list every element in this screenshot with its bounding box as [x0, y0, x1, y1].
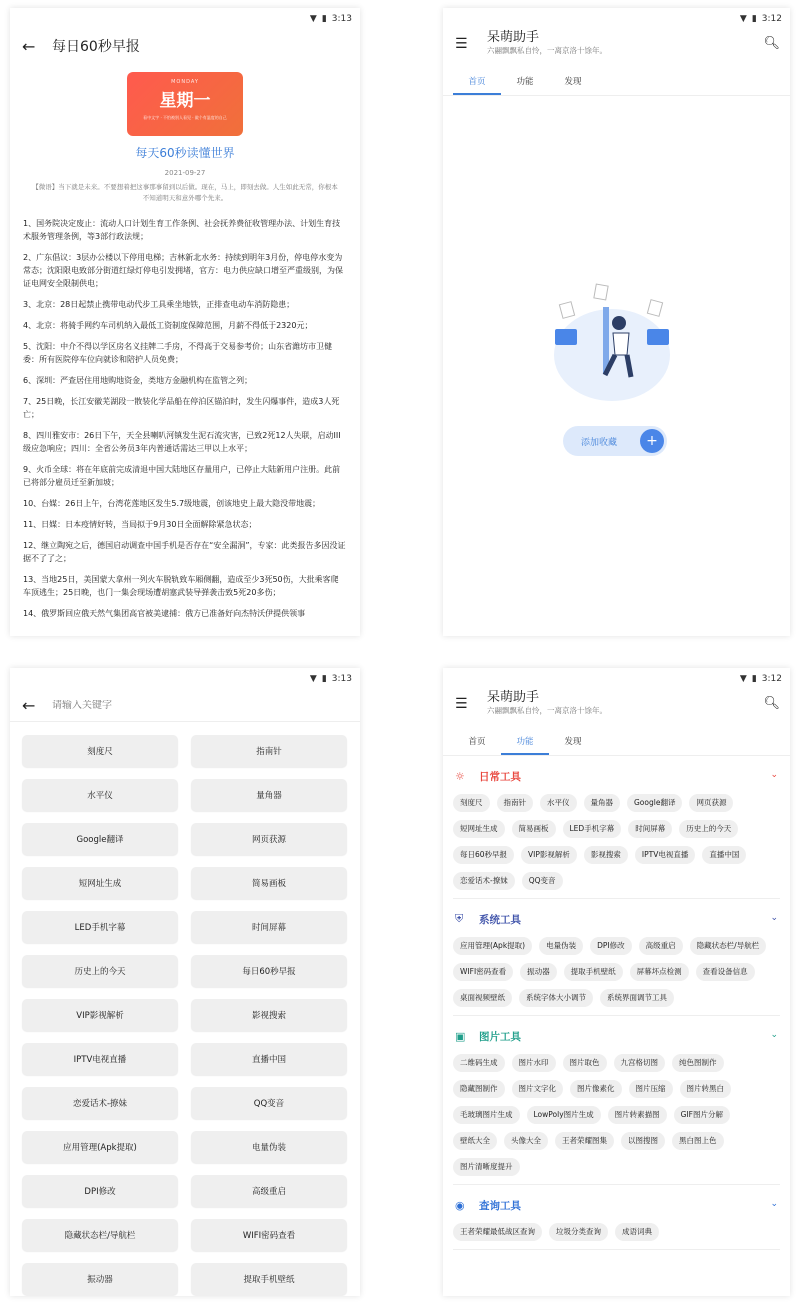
section-title: 查询工具	[479, 1199, 521, 1212]
tool-button[interactable]: 隐藏状态栏/导航栏	[22, 1219, 178, 1251]
news-item: 8、四川雅安市：26日下午，天全县喇叭河镇发生泥石流灾害，已致2死12人失联，启动III级应急响应；四川：全省公务员3年内普通话需达三甲以上水平；	[23, 431, 341, 453]
news-item: 6、深圳：严查居住用地购地资金，类地方金融机构在监管之列；	[23, 376, 253, 385]
tool-chip[interactable]: 短网址生成	[453, 820, 505, 838]
section-header[interactable]	[453, 1195, 780, 1215]
tool-button[interactable]: 提取手机壁纸	[191, 1263, 347, 1295]
news-item: 11、日媒：日本疫情好转，当局拟于9月30日全面解除紧急状态；	[23, 520, 257, 529]
tool-chip[interactable]: 九宫格切图	[614, 1054, 666, 1072]
chip-list	[453, 794, 780, 890]
tab-bar	[443, 66, 790, 96]
tool-section	[453, 1016, 780, 1185]
tool-chip[interactable]: 图片清晰度提升	[453, 1158, 520, 1176]
tool-button[interactable]: 历史上的今天	[22, 955, 178, 987]
tool-button[interactable]: 指南针	[191, 735, 347, 767]
status-bar	[10, 8, 360, 30]
tool-chip[interactable]: 高级重启	[639, 937, 683, 955]
app-name: 呆萌助手	[487, 690, 540, 705]
news-item: 10、台媒：26日上午，台湾花莲地区发生5.7级地震，创该地史上最大隐没带地震；	[23, 499, 321, 508]
section-title: 系统工具	[479, 913, 521, 926]
globe-icon: ◉	[455, 1198, 465, 1212]
status-bar	[443, 668, 790, 690]
news-item: 13、当地25日，美国蒙大拿州一列火车脱轨致车厢侧翻，造成至少3死50伤，大批乘客爬车顶逃生；25日晚，也门一集会现场遭胡塞武装导弹袭击致5死20多伤；	[23, 575, 339, 597]
tab-home[interactable]: 首页	[453, 75, 501, 95]
tool-chip[interactable]: 网页获源	[689, 794, 733, 812]
tool-chip[interactable]: GIF图片分解	[674, 1106, 730, 1124]
section-title: 日常工具	[479, 770, 521, 783]
news-item: 12、继立陶宛之后，德国启动调查中国手机是否存在“安全漏洞”，专家：此类报告多因没证据不了了之；	[23, 541, 346, 563]
tool-chip[interactable]: 直播中国	[702, 846, 746, 864]
news-item: 4、北京：将骑手网约车司机纳入最低工资制度保障范围，月薪不得低于2320元；	[23, 321, 313, 330]
news-item: 1、国务院决定废止：流动人口计划生育工作条例、社会抚养费征收管理办法、计划生育技术服务管理条例，等3部行政法规；	[23, 219, 341, 241]
battery-icon: ▮	[321, 14, 327, 24]
menu-icon[interactable]: ☰	[455, 696, 468, 712]
status-bar	[443, 8, 790, 30]
tool-chip[interactable]: 应用管理(Apk提取)	[453, 937, 532, 955]
empty-state-illustration-icon	[551, 283, 673, 403]
tool-chip[interactable]: 查看设备信息	[696, 963, 755, 981]
tool-chip[interactable]: 纯色图制作	[672, 1054, 724, 1072]
tool-chip[interactable]: 成语词典	[615, 1223, 659, 1241]
add-favorite-label: 添加收藏	[581, 437, 618, 448]
news-quote: 【微语】当下就是未来。不要想着把这事那事留到以后做。现在，马上，即刻去做。人生如此无常，你根本不知道明天和意外哪个先来。	[32, 183, 338, 202]
wifi-icon: ▼	[739, 674, 747, 684]
tab-bar	[443, 726, 790, 756]
tool-button[interactable]: 短网址生成	[22, 867, 178, 899]
tool-chip[interactable]: 时间屏幕	[628, 820, 672, 838]
tool-chip[interactable]: 图片水印	[512, 1054, 556, 1072]
section-title: 图片工具	[479, 1030, 521, 1043]
tool-button[interactable]: 量角器	[191, 779, 347, 811]
tool-chip[interactable]: 电量伪装	[539, 937, 583, 955]
shield-icon: ⛨	[455, 912, 464, 925]
page-title: 每日60秒早报	[52, 39, 140, 55]
wifi-icon: ▼	[309, 674, 317, 684]
banner-label: MONDAY	[171, 79, 199, 85]
tool-section	[453, 899, 780, 1016]
chevron-down-icon[interactable]: ⌄	[770, 913, 778, 923]
tool-chip[interactable]: 王者荣耀图集	[555, 1132, 614, 1150]
tool-chip[interactable]: 图片文字化	[512, 1080, 564, 1098]
news-screen	[10, 8, 360, 636]
tool-section	[453, 1185, 780, 1250]
tool-chip[interactable]: 指南针	[497, 794, 534, 812]
tool-chip[interactable]: 图片像素化	[570, 1080, 622, 1098]
news-item: 7、25日晚，长江安徽芜湖段一散装化学品船在停泊区锚泊时，发生闪爆事件，造成3人死亡；	[23, 397, 340, 419]
app-bar	[10, 30, 360, 62]
tool-chip[interactable]: 简易画板	[512, 820, 556, 838]
status-time: 3:12	[761, 674, 782, 684]
tool-button[interactable]: 高级重启	[191, 1175, 347, 1207]
tool-button[interactable]: IPTV电视直播	[22, 1043, 178, 1075]
section-header[interactable]	[453, 1026, 780, 1046]
search-icon[interactable]: 🔍︎	[763, 696, 780, 711]
news-list	[23, 217, 346, 620]
wifi-icon: ▼	[739, 14, 747, 24]
tool-chip[interactable]: VIP影视解析	[521, 846, 577, 864]
tool-button[interactable]: 每日60秒早报	[191, 955, 347, 987]
status-time: 3:13	[331, 14, 352, 24]
app-header	[443, 30, 790, 66]
tool-chip[interactable]: 水平仪	[540, 794, 577, 812]
image-icon: ▣	[455, 1029, 466, 1043]
tool-button[interactable]: 恋爱话术-撩妹	[22, 1087, 178, 1119]
news-item: 14、俄罗斯回应俄天然气集团高官被美逮捕：俄方已准备好向杰特沃伊提供领事	[23, 609, 306, 618]
tool-sections	[443, 756, 790, 1250]
tool-chip[interactable]: 隐藏图制作	[453, 1080, 505, 1098]
tool-chip[interactable]: 黑白图上色	[672, 1132, 724, 1150]
tool-button[interactable]: 直播中国	[191, 1043, 347, 1075]
tool-button[interactable]: 振动器	[22, 1263, 178, 1295]
tool-chip[interactable]: QQ变音	[522, 872, 563, 890]
tool-chip[interactable]: LED手机字幕	[563, 820, 622, 838]
app-subtitle: 六翮飘飘私自怜，一离京洛十馀年。	[487, 706, 607, 715]
tool-chip[interactable]: 隐藏状态栏/导航栏	[690, 937, 767, 955]
tool-chip[interactable]: 每日60秒早报	[453, 846, 514, 864]
tool-chip[interactable]: 垃圾分类查询	[549, 1223, 608, 1241]
news-item: 3、北京：28日起禁止携带电动代步工具乘坐地铁，正排查电动车消防隐患；	[23, 300, 295, 309]
chip-list	[453, 1223, 780, 1241]
tab-functions[interactable]: 功能	[516, 77, 534, 87]
plus-icon: +	[640, 429, 664, 453]
tool-chip[interactable]: 头像大全	[504, 1132, 548, 1150]
news-headline: 每天60秒读懂世界	[135, 146, 235, 160]
search-icon[interactable]: 🔍︎	[763, 36, 780, 51]
news-date: 2021-09-27	[164, 169, 206, 177]
chip-list	[453, 1054, 780, 1176]
tool-chip[interactable]: 以图搜图	[621, 1132, 665, 1150]
status-bar	[10, 668, 360, 690]
chevron-down-icon[interactable]: ⌄	[770, 770, 778, 780]
tool-chip[interactable]: 系统字体大小调节	[519, 989, 593, 1007]
tool-chip[interactable]: 历史上的今天	[679, 820, 738, 838]
sun-icon: ☼	[455, 769, 465, 783]
tool-button[interactable]: 刻度尺	[22, 735, 178, 767]
tool-chip[interactable]: WIFI密码查看	[453, 963, 513, 981]
tool-button[interactable]: 简易画板	[191, 867, 347, 899]
tab-discover[interactable]: 发现	[564, 77, 582, 87]
battery-icon: ▮	[751, 674, 757, 684]
tool-button[interactable]: WIFI密码查看	[191, 1219, 347, 1251]
tool-button[interactable]: 应用管理(Apk提取)	[22, 1131, 178, 1163]
tool-chip[interactable]: 图片转素描图	[608, 1106, 667, 1124]
tool-chip[interactable]: 提取手机壁纸	[564, 963, 623, 981]
news-item: 5、沈阳：中介不得以学区房名义挂牌二手房，不得高于交易参考价；山东省潍坊市卫健委：所有医院停车位向就诊和陪护人员免费；	[23, 342, 333, 364]
functions-screen	[443, 668, 790, 1296]
menu-icon[interactable]: ☰	[455, 36, 468, 52]
weekday-banner	[127, 72, 243, 136]
app-header	[443, 690, 790, 726]
tool-chip[interactable]: 二维码生成	[453, 1054, 505, 1072]
news-item: 9、火币全球：将在年底前完成清退中国大陆地区存量用户，已停止大陆新用户注册。此前已将部分雇员迁至新加坡；	[23, 465, 341, 487]
chevron-down-icon[interactable]: ⌄	[770, 1030, 778, 1040]
tab-functions[interactable]: 功能	[501, 735, 549, 755]
tool-button[interactable]: LED手机字幕	[22, 911, 178, 943]
wifi-icon: ▼	[309, 14, 317, 24]
home-screen	[443, 8, 790, 636]
tool-chip[interactable]: 刻度尺	[453, 794, 490, 812]
tool-button[interactable]: 时间屏幕	[191, 911, 347, 943]
tool-chip[interactable]: 恋爱话术-撩妹	[453, 872, 515, 890]
search-input[interactable]	[52, 700, 312, 711]
chip-list	[453, 937, 780, 1007]
tool-chip[interactable]: 图片转黑白	[680, 1080, 732, 1098]
tab-discover[interactable]: 发现	[564, 737, 582, 747]
banner-tag: 看中文字 · 不怕被别人看见 · 做个有温度的自己	[143, 115, 227, 120]
tool-chip[interactable]: 图片压缩	[629, 1080, 673, 1098]
tool-button[interactable]: 水平仪	[22, 779, 178, 811]
tool-chip[interactable]: 系统界面调节工具	[600, 989, 674, 1007]
news-item: 2、广东倡议：3层办公楼以下停用电梯；吉林新北水务：持续到明年3月份，停电停水变为常态；沈阳限电致部分街道红绿灯停电引发拥堵，官方：电力供应缺口增至严重级别，为保证电网安全限制供电；	[23, 253, 343, 288]
tab-home[interactable]: 首页	[468, 737, 486, 747]
tool-button[interactable]: 电量伪装	[191, 1131, 347, 1163]
banner-day: 星期一	[159, 91, 211, 111]
tool-chip[interactable]: 屏幕坏点检测	[630, 963, 689, 981]
tool-chip[interactable]: 振动器	[520, 963, 557, 981]
app-subtitle: 六翮飘飘私自怜，一离京洛十馀年。	[487, 46, 607, 55]
app-name: 呆萌助手	[487, 30, 540, 45]
tool-chip[interactable]: 量角器	[584, 794, 621, 812]
battery-icon: ▮	[321, 674, 327, 684]
chevron-down-icon[interactable]: ⌄	[770, 1199, 778, 1209]
tool-button[interactable]: QQ变音	[191, 1087, 347, 1119]
status-time: 3:12	[761, 14, 782, 24]
tool-chip[interactable]: 王者荣耀最低战区查询	[453, 1223, 542, 1241]
tool-chip[interactable]: IPTV电视直播	[635, 846, 695, 864]
tool-button[interactable]: Google翻译	[22, 823, 178, 855]
search-screen	[10, 668, 360, 1296]
tool-button[interactable]: VIP影视解析	[22, 999, 178, 1031]
battery-icon: ▮	[751, 14, 757, 24]
tool-chip[interactable]: 毛玻璃图片生成	[453, 1106, 520, 1124]
section-header[interactable]	[453, 766, 780, 786]
tool-chip[interactable]: 桌面视频壁纸	[453, 989, 512, 1007]
tool-chip[interactable]: 影视搜索	[584, 846, 628, 864]
tool-chip[interactable]: Google翻译	[627, 794, 682, 812]
tool-chip[interactable]: DPI修改	[590, 937, 632, 955]
tool-button[interactable]: DPI修改	[22, 1175, 178, 1207]
back-arrow-icon[interactable]: ←	[22, 36, 36, 56]
tool-button[interactable]: 网页获源	[191, 823, 347, 855]
tool-grid	[10, 722, 360, 1295]
tool-chip[interactable]: 图片取色	[563, 1054, 607, 1072]
back-arrow-icon[interactable]: ←	[22, 696, 36, 715]
add-favorite-button[interactable]	[563, 426, 667, 456]
tool-chip[interactable]: 壁纸大全	[453, 1132, 497, 1150]
tool-section	[453, 756, 780, 899]
tool-button[interactable]: 影视搜索	[191, 999, 347, 1031]
tool-chip[interactable]: LowPoly图片生成	[527, 1106, 601, 1124]
status-time: 3:13	[331, 674, 352, 684]
section-header[interactable]	[453, 909, 780, 929]
search-bar	[10, 690, 360, 722]
